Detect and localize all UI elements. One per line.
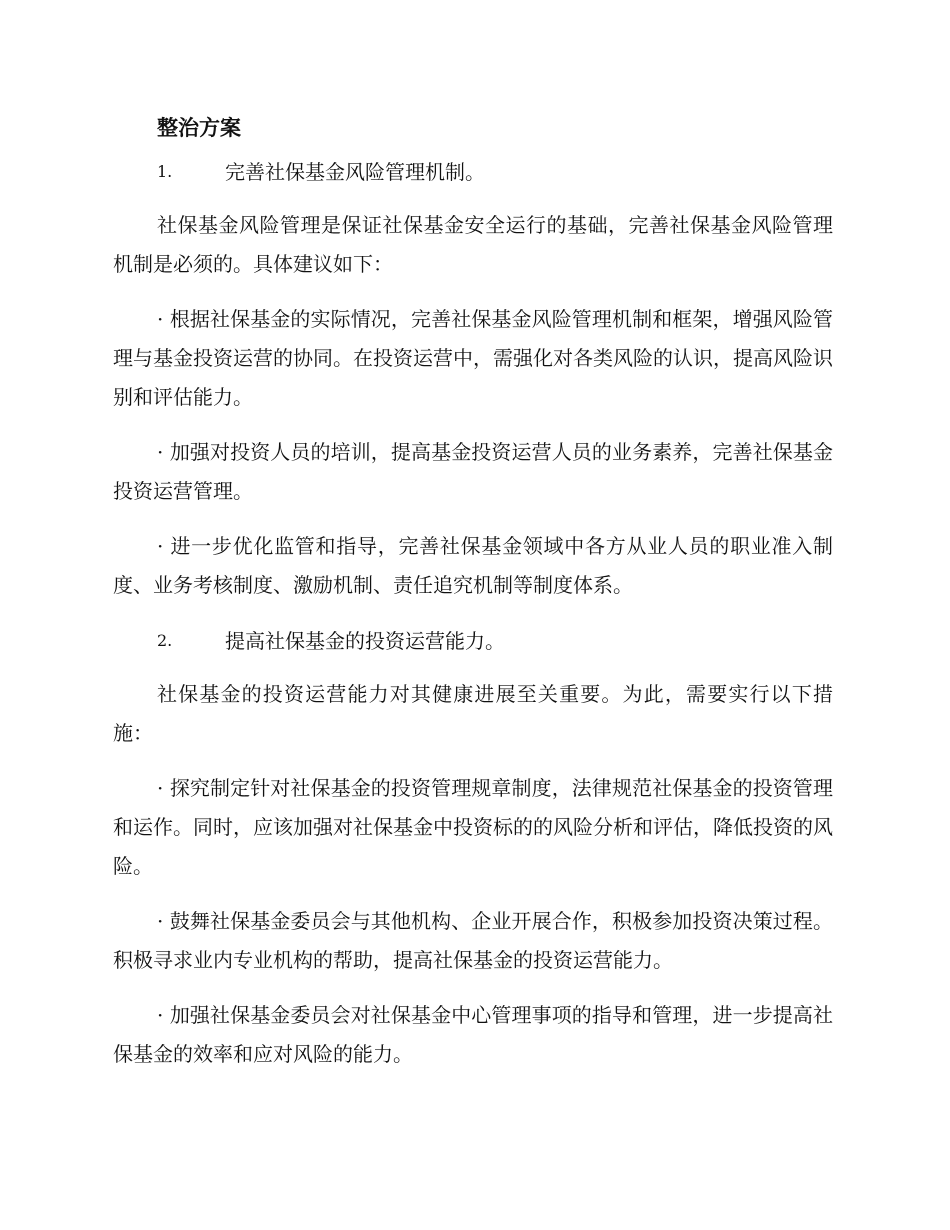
section-1-bullet-3: · 进一步优化监管和指导，完善社保基金领域中各方从业人员的职业准入制度、业务考核制度、激励机制、责任追究机制等制度体系。 [113,534,833,597]
section-2-intro: 社保基金的投资运营能力对其健康进展至关重要。为此，需要实行以下措施： [113,682,833,745]
section-1-title: 完善社保基金风险管理机制。 [225,160,485,184]
section-1-intro: 社保基金风险管理是保证社保基金安全运行的基础，完善社保基金风险管理机制是必须的。具体建议如下： [113,213,833,276]
section-1-bullet-1: · 根据社保基金的实际情况，完善社保基金风险管理机制和框架，增强风险管理与基金投资运营的协同。在投资运营中，需强化对各类风险的认识，提高风险识别和评估能力。 [113,307,833,409]
section-2-title-row [113,621,833,661]
section-1-title-row [113,152,833,192]
section-2-bullet-2: · 鼓舞社保基金委员会与其他机构、企业开展合作，积极参加投资决策过程。积极寻求业内专业机构的帮助，提高社保基金的投资运营能力。 [113,909,833,972]
section-1-bullet-2: · 加强对投资人员的培训，提高基金投资运营人员的业务素养，完善社保基金投资运营管理。 [113,440,833,503]
document-page [113,108,833,1090]
document-heading: 整治方案 [157,115,241,140]
section-2-title: 提高社保基金的投资运营能力。 [225,629,505,653]
section-2-number: 2. [157,631,173,650]
section-2-bullet-1: · 探究制定针对社保基金的投资管理规章制度，法律规范社保基金的投资管理和运作。同时，应该加强对社保基金中投资标的的风险分析和评估，降低投资的风险。 [113,776,833,878]
section-2-bullet-3: · 加强社保基金委员会对社保基金中心管理事项的指导和管理，进一步提高社保基金的效率和应对风险的能力。 [113,1003,833,1066]
section-1-number: 1. [157,162,173,181]
